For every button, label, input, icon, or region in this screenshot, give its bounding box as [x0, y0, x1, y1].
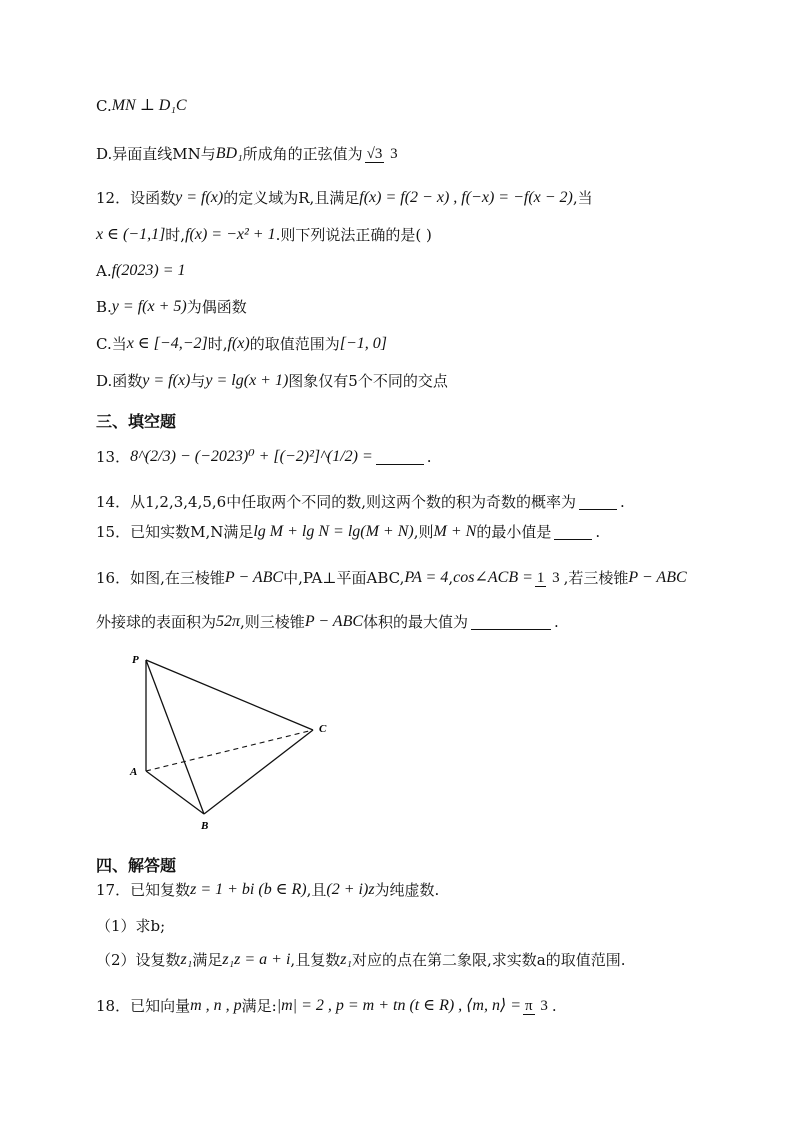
- edge-ac-hidden: [146, 730, 313, 771]
- q16-line2: 外接球的表面积为 52π ,则三棱锥 P − ABC 体积的最大值为 .: [96, 613, 559, 631]
- answer-blank[interactable]: [376, 450, 424, 465]
- tetrahedron-figure: [120, 648, 340, 838]
- answer-blank[interactable]: [579, 495, 617, 510]
- label-p: P: [132, 654, 139, 666]
- section-fill-in-title: 三、填空题: [96, 412, 177, 431]
- q15: 15．已知实数M,N满足 lg M + lg N = lg(M + N) ,则 M + N 的最小值是 .: [96, 523, 601, 541]
- section-answer-title: 四、解答题: [96, 856, 177, 875]
- label-c: C: [319, 723, 327, 735]
- q12-option-d: D.函数 y = f(x) 与 y = lg(x + 1) 图象仅有5个不同的交点: [96, 372, 448, 390]
- fraction: √3 3: [366, 146, 398, 162]
- q12-option-c: C.当 x ∈ [−4,−2] 时, f(x) 的取值范围为 [−1, 0]: [96, 335, 387, 353]
- fraction: π 3: [525, 998, 548, 1014]
- label-b: B: [201, 820, 209, 832]
- q13: 13． 8^(2/3) − (−2023)⁰ + [(−2)²]^(1/2) = .: [96, 448, 432, 466]
- q18-stem: 18．已知向量 m , n , p 满足: |m| = 2 , p = m + tn (t ∈ R) , ⟨m, n⟩ = π 3 .: [96, 997, 557, 1015]
- answer-blank[interactable]: [554, 525, 592, 540]
- edge-pc: [146, 660, 313, 730]
- fraction: 1 3: [536, 570, 560, 586]
- answer-blank[interactable]: [471, 615, 551, 630]
- q12-stem-line2: x ∈ (−1,1] 时, f(x) = −x² + 1 .则下列说法正确的是( ): [96, 226, 432, 244]
- q12-option-b: B. y = f(x + 5) 为偶函数: [96, 298, 247, 316]
- q12-option-a: A. f(2023) = 1: [96, 262, 186, 280]
- q17-stem: 17．已知复数 z = 1 + bi (b ∈ R) ,且 (2 + i)z 为纯虚数.: [96, 881, 440, 899]
- edge-bc: [204, 730, 313, 814]
- q17-sub2: （2）设复数 z₁ 满足 z₁z = a + i ,且复数 z₁ 对应的点在第二象限,求实数a的取值范围.: [96, 951, 626, 969]
- label-a: A: [130, 766, 138, 778]
- q11-option-d: D.异面直线MN与 BD₁ 所成角的正弦值为 √3 3: [96, 145, 398, 163]
- q17-sub1: （1）求b;: [96, 917, 166, 935]
- q14: 14．从1,2,3,4,5,6中任取两个不同的数,则这两个数的积为奇数的概率为 .: [96, 493, 625, 511]
- edge-pb: [146, 660, 204, 814]
- q12-stem-line1: 12．设函数 y = f(x) 的定义域为R,且满足 f(x) = f(2 − x) , f(−x) = −f(x − 2) ,当: [96, 189, 593, 207]
- q11-option-c: C. MN ⊥ D₁C: [96, 97, 187, 115]
- q16-line1: 16．如图,在三棱锥 P − ABC 中,PA⊥平面ABC, PA = 4 , cos∠ACB = 1 3 ,若三棱锥 P − ABC: [96, 569, 687, 587]
